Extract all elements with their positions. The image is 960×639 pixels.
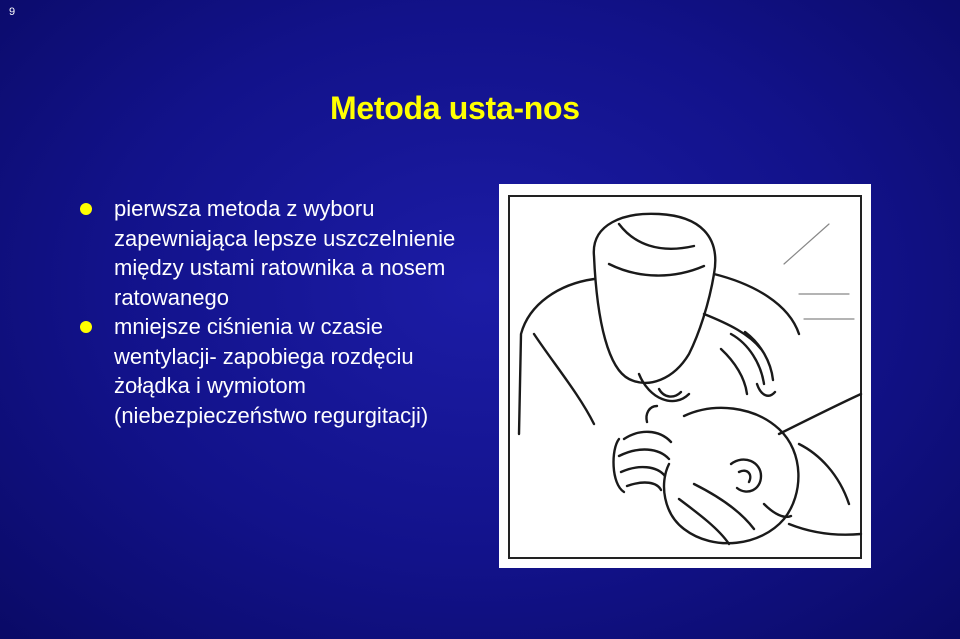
bullet-item — [80, 194, 490, 312]
page-number: 9 — [9, 6, 16, 18]
rescue-breathing-illustration — [499, 184, 871, 568]
bullet-dot-icon — [80, 203, 92, 215]
bullet-list — [80, 194, 490, 430]
bullet-dot-icon — [80, 321, 92, 333]
mouth-to-nose-drawing-icon — [499, 184, 871, 568]
slide-title: Metoda usta-nos — [330, 90, 580, 126]
bullet-item — [80, 312, 490, 430]
bullet-text: pierwsza metoda z wyboru zapewniająca lepsze uszczelnienie między ustami ratownika a nosem ratowanego — [114, 196, 456, 310]
bullet-text: mniejsze ciśnienia w czasie wentylacji- zapobiega rozdęciu żołądka i wymiotom (niebezpieczeństwo regurgitacji) — [114, 314, 429, 428]
